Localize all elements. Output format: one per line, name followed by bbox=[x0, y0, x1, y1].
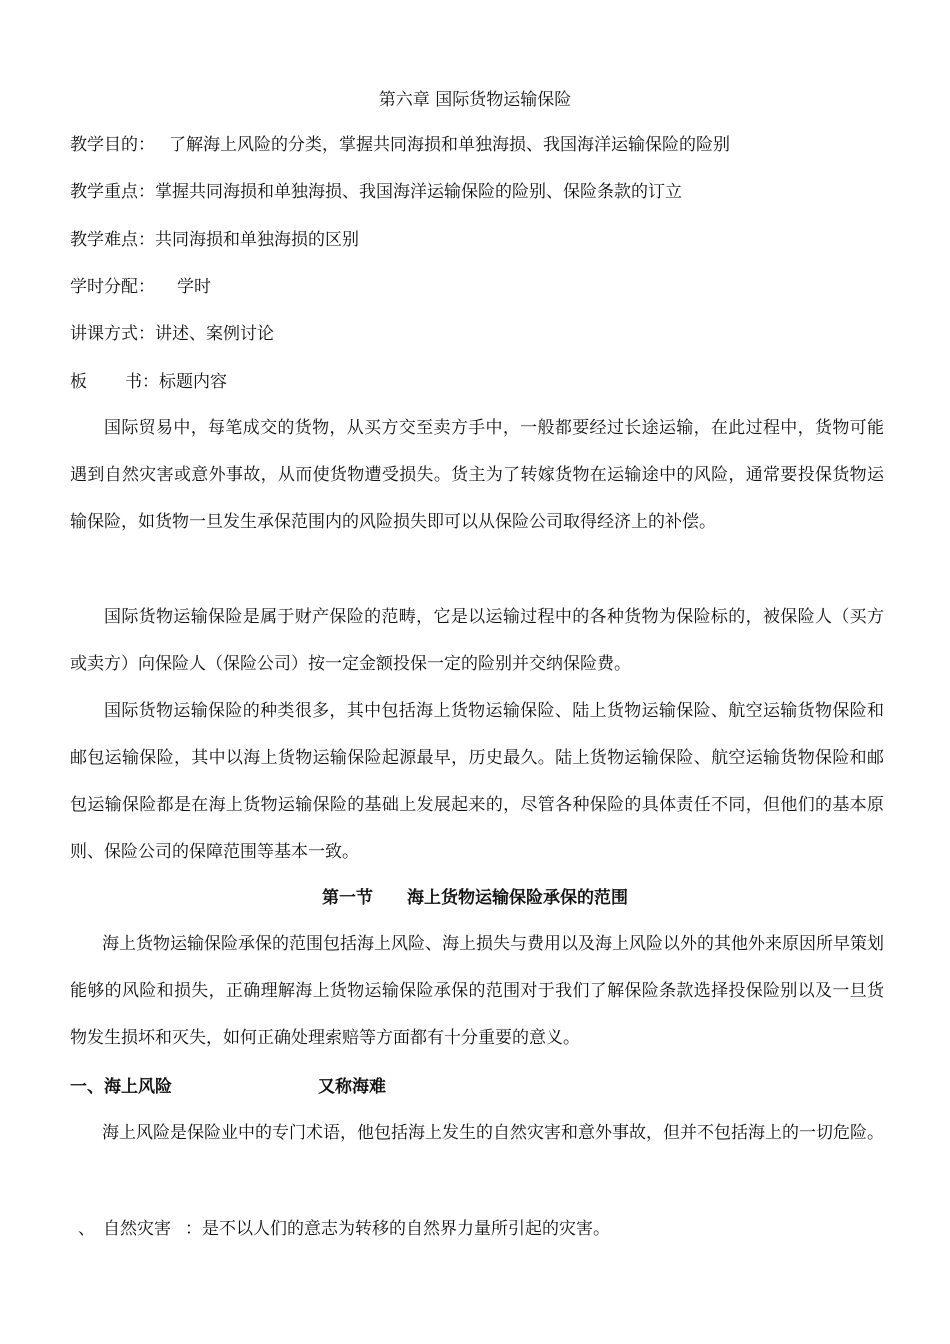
objective-text: 了解海上风险的分类，掌握共同海损和单独海损、我国海洋运输保险的险别 bbox=[169, 135, 730, 155]
hours-line bbox=[70, 275, 884, 299]
subsection-heading bbox=[70, 1075, 884, 1099]
objective-line bbox=[70, 133, 884, 157]
subsection-alias: 又称海难 bbox=[318, 1077, 386, 1097]
paragraph-intro-1: 国际贸易中，每笔成交的货物，从买方交至卖方手中，一般都要经过长途运输，在此过程中，货物可能遇到自然灾害或意外事故，从而使货物遭受损失。货主为了转嫁货物在运输途中的风险，通常要投保货物运输保险，如货物一旦发生承保范围内的风险损失即可以从保险公司取得经济上的补偿。 bbox=[70, 418, 884, 532]
difficulty-label: 教学难点： bbox=[70, 230, 155, 250]
hours-label: 学时分配： bbox=[70, 277, 155, 297]
paragraph-intro-3: 国际货物运输保险的种类很多，其中包括海上货物运输保险、陆上货物运输保险、航空运输货物保险和邮包运输保险，其中以海上货物运输保险起源最早，历史最久。陆上货物运输保险、航空运输货物保险和邮包运输保险都是在海上货物运输保险的基础上发展起来的，尽管各种保险的具体责任不同，但他们的基本原则、保险公司的保障范围等基本一致。 bbox=[70, 701, 884, 862]
method-label: 讲课方式： bbox=[70, 324, 155, 344]
focus-text: 掌握共同海损和单独海损、我国海洋运输保险的险别、保险条款的订立 bbox=[155, 182, 682, 202]
focus-line bbox=[70, 180, 884, 204]
section-number: 第一节 bbox=[322, 888, 373, 908]
board-label-b: 书： bbox=[125, 372, 159, 392]
chapter-title: 第六章 国际货物运输保险 bbox=[378, 90, 572, 110]
section-title: 海上货物运输保险承保的范围 bbox=[407, 888, 628, 908]
focus-label: 教学重点： bbox=[70, 182, 155, 202]
objective-label: 教学目的： bbox=[70, 135, 155, 155]
list-item-label: 自然灾害 bbox=[103, 1219, 171, 1239]
hours-text: 学时 bbox=[177, 277, 211, 297]
paragraph-intro-2: 国际货物运输保险是属于财产保险的范畴，它是以运输过程中的各种货物为保险标的，被保险人（买方或卖方）向保险人（保险公司）按一定金额投保一定的险别并交纳保险费。 bbox=[70, 607, 884, 674]
method-text: 讲述、案例讨论 bbox=[155, 324, 274, 344]
list-item-prefix: 、 bbox=[78, 1219, 95, 1239]
subsection-text: 海上风险是保险业中的专门术语，他包括海上发生的自然灾害和意外事故，但并不包括海上的一切危险。 bbox=[102, 1123, 884, 1143]
difficulty-text: 共同海损和单独海损的区别 bbox=[155, 230, 359, 250]
method-line bbox=[70, 322, 884, 346]
list-item-colon: ： bbox=[185, 1219, 202, 1239]
board-label-a: 板 bbox=[70, 372, 87, 392]
list-item-text: 是不以人们的意志为转移的自然界力量所引起的灾害。 bbox=[202, 1219, 610, 1239]
board-line bbox=[70, 370, 884, 394]
list-item-natural-disaster bbox=[70, 1217, 884, 1241]
difficulty-line bbox=[70, 228, 884, 252]
section-intro: 海上货物运输保险承保的范围包括海上风险、海上损失与费用以及海上风险以外的其他外来原因所早策划能够的风险和损失，正确理解海上货物运输保险承保的范围对于我们了解保险条款选择投保险别以及一旦货物发生损坏和灭失，如何正确处理索赔等方面都有十分重要的意义。 bbox=[70, 934, 884, 1048]
board-text: 标题内容 bbox=[159, 372, 227, 392]
section-heading bbox=[0, 886, 950, 910]
subsection-title: 一、海上风险 bbox=[70, 1077, 172, 1097]
